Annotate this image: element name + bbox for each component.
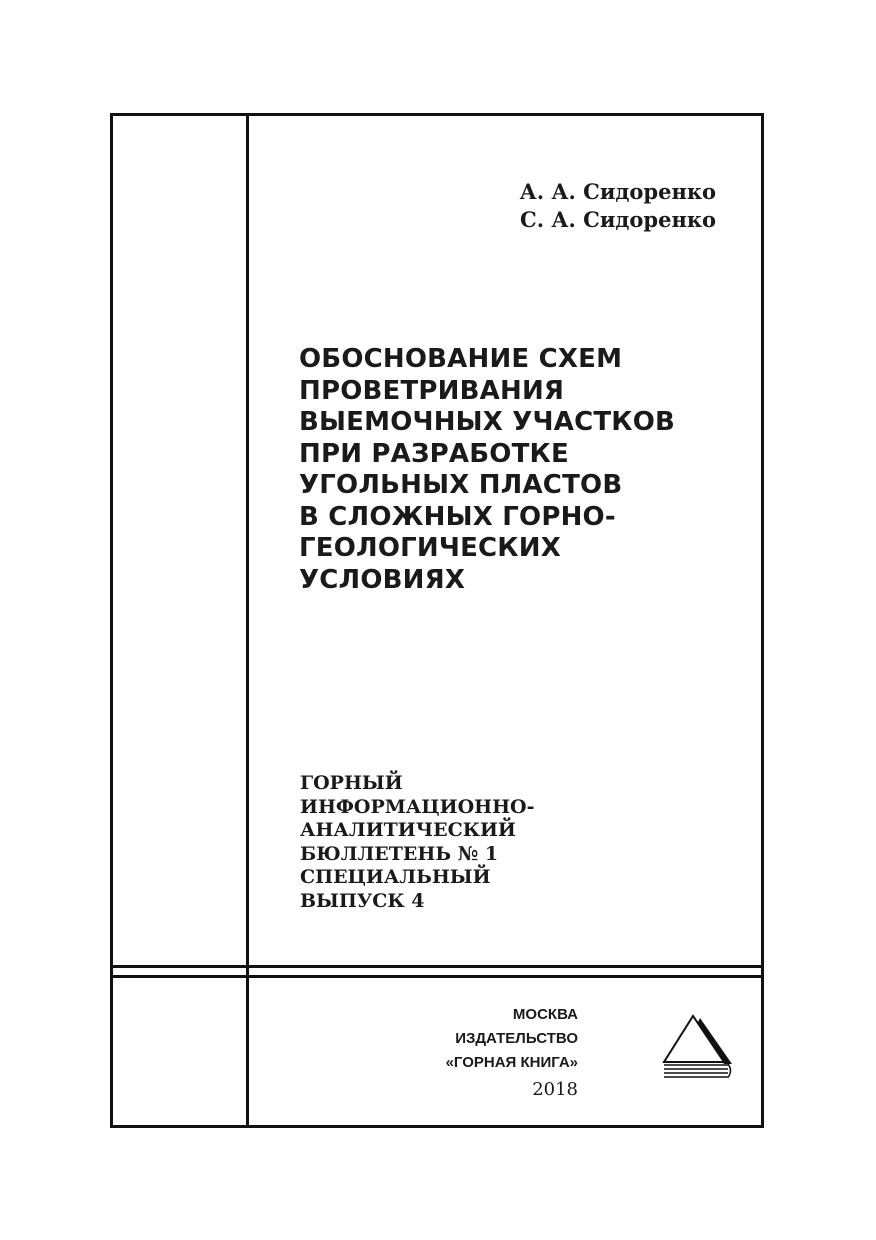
title-line: УСЛОВИЯХ	[299, 564, 466, 595]
series-line: ВЫПУСК 4	[300, 889, 425, 912]
title-line: ВЫЕМОЧНЫХ УЧАСТКОВ	[299, 407, 676, 437]
title-line: ПРИ РАЗРАБОТКЕ	[299, 438, 569, 469]
series-line: ГОРНЫЙ	[300, 772, 403, 794]
publisher-city: МОСКВА	[512, 1006, 578, 1023]
title-line: УГОЛЬНЫХ ПЛАСТОВ	[299, 470, 623, 500]
series-line: ИНФОРМАЦИОННО-	[300, 795, 535, 818]
horizontal-divider-top	[110, 965, 761, 968]
publisher-label: ИЗДАТЕЛЬСТВО	[455, 1030, 578, 1047]
publication-year: 2018	[532, 1079, 578, 1100]
publisher-triangle-logo-icon	[662, 1012, 734, 1082]
publisher-name: «ГОРНАЯ КНИГА»	[445, 1054, 578, 1071]
title-line: ПРОВЕТРИВАНИЯ	[299, 375, 565, 406]
series-line: БЮЛЛЕТЕНЬ № 1	[300, 842, 499, 865]
authors-block	[520, 178, 716, 234]
series-line: АНАЛИТИЧЕСКИЙ	[300, 819, 516, 841]
title-line: ГЕОЛОГИЧЕСКИХ	[299, 533, 561, 563]
author-name: А. А. Сидоренко	[519, 179, 716, 204]
author-name: С. А. Сидоренко	[520, 207, 716, 232]
publisher-block	[446, 1003, 578, 1103]
title-line: ОБОСНОВАНИЕ СХЕМ	[299, 344, 623, 374]
horizontal-divider-bottom	[110, 975, 761, 978]
vertical-divider	[246, 113, 249, 1125]
series-block	[300, 772, 700, 913]
series-line: СПЕЦИАЛЬНЫЙ	[300, 866, 491, 888]
title-line: В СЛОЖНЫХ ГОРНО-	[299, 501, 616, 532]
book-title	[299, 344, 739, 596]
